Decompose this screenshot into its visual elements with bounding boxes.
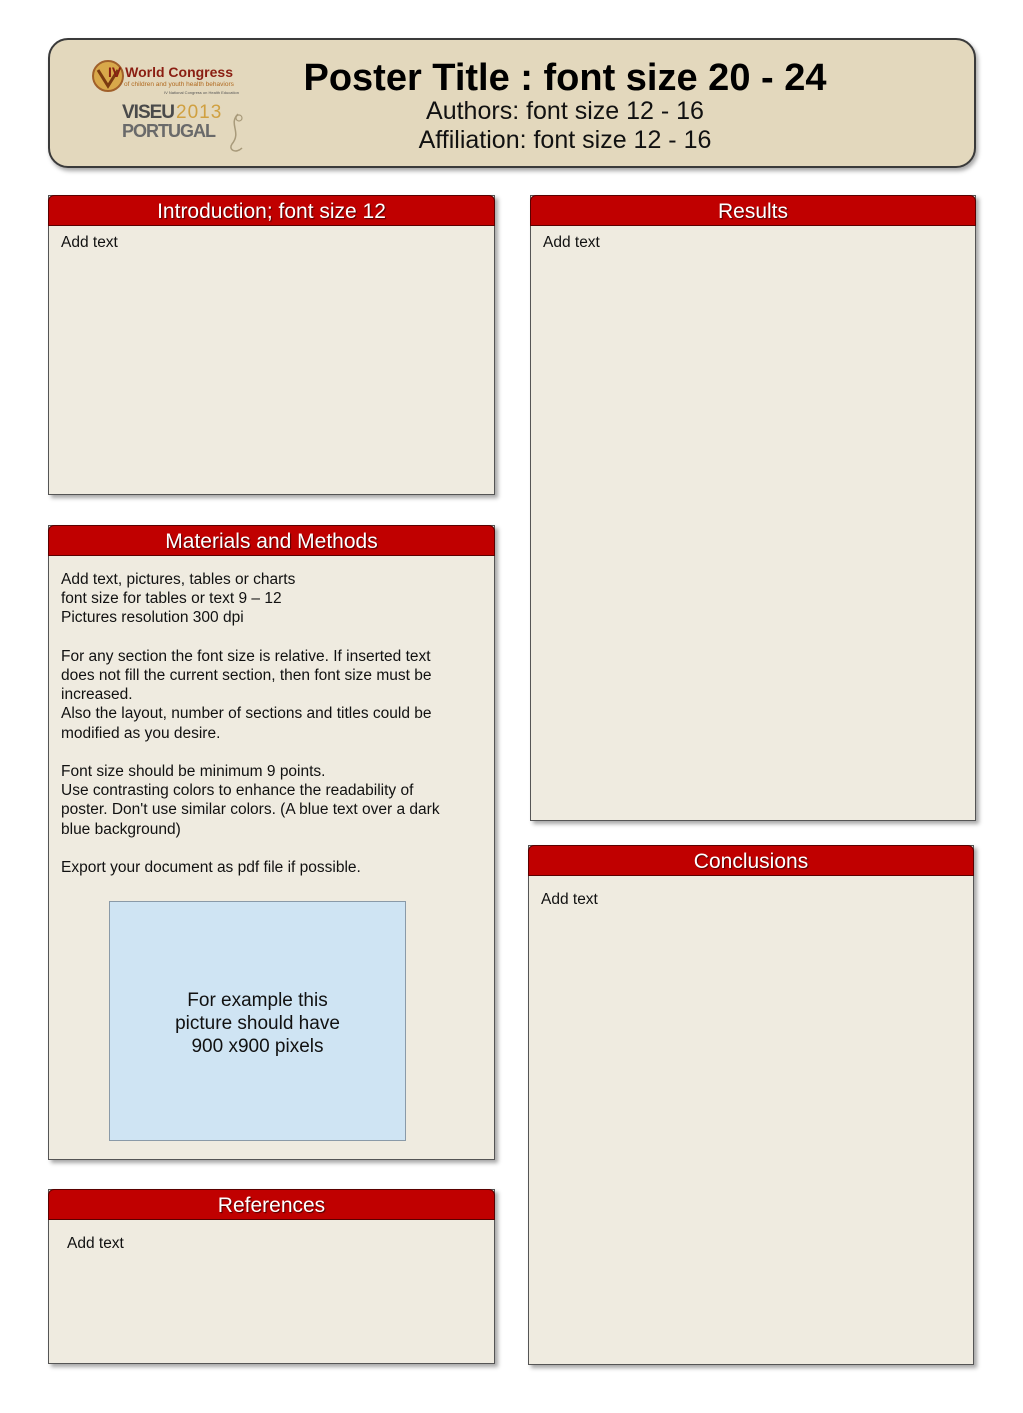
picture-caption-line: For example this (187, 990, 328, 1011)
methods-line: font size for tables or text 9 – 12 (61, 590, 282, 608)
methods-line: For any section the font size is relative. If inserted text (61, 647, 431, 665)
introduction-text: Add text (61, 234, 118, 251)
results-text: Add text (543, 234, 600, 251)
methods-line: poster. Don't use similar colors. (A blue text over a dark (61, 801, 440, 819)
references-heading: References (48, 1189, 495, 1220)
picture-caption-line: picture should have (175, 1013, 340, 1034)
logo-country: PORTUGAL (122, 121, 215, 141)
methods-panel (48, 525, 495, 1160)
references-panel (48, 1189, 495, 1364)
results-panel (530, 195, 976, 821)
logo-year: 2013 (176, 102, 223, 123)
logo-figure-icon (224, 110, 248, 156)
poster-affiliation: Affiliation: font size 12 - 16 (418, 126, 712, 154)
logo-congress-national: IV National Congress on Health Education (164, 90, 239, 95)
methods-line (61, 839, 484, 858)
introduction-heading: Introduction; font size 12 (48, 195, 495, 226)
picture-caption-line: 900 x900 pixels (191, 1036, 324, 1057)
methods-line (61, 743, 484, 762)
methods-text (61, 570, 484, 877)
results-heading: Results (530, 195, 976, 226)
introduction-panel (48, 195, 495, 495)
methods-line: Font size should be minimum 9 points. (61, 763, 326, 780)
poster-authors: Authors: font size 12 - 16 (426, 97, 704, 125)
methods-line: modified as you desire. (61, 724, 221, 742)
conclusions-text: Add text (541, 891, 598, 908)
methods-line: blue background) (61, 820, 181, 838)
poster-title: Poster Title : font size 20 - 24 (303, 57, 827, 99)
methods-line: increased. (61, 686, 133, 704)
methods-line: Pictures resolution 300 dpi (61, 609, 244, 627)
logo-congress-name: IV World Congress (108, 64, 233, 80)
methods-line: Export your document as pdf file if possible. (61, 859, 361, 876)
example-picture-placeholder (109, 901, 406, 1141)
references-text: Add text (67, 1235, 124, 1252)
conclusions-panel (528, 845, 974, 1365)
methods-line: Also the layout, number of sections and titles could be (61, 705, 432, 723)
conclusions-heading: Conclusions (528, 845, 974, 876)
logo-city: VISEU (122, 102, 175, 123)
picture-caption (110, 989, 405, 1058)
poster-header (48, 38, 976, 168)
methods-line: does not fill the current section, then font size must be (61, 667, 432, 684)
congress-logo (84, 54, 254, 154)
methods-line: Add text, pictures, tables or charts (61, 571, 296, 588)
methods-line: Use contrasting colors to enhance the readability of (61, 782, 414, 800)
methods-line (61, 628, 484, 647)
logo-congress-subtitle: of children and youth health behaviors (124, 81, 234, 88)
methods-heading: Materials and Methods (48, 525, 495, 556)
